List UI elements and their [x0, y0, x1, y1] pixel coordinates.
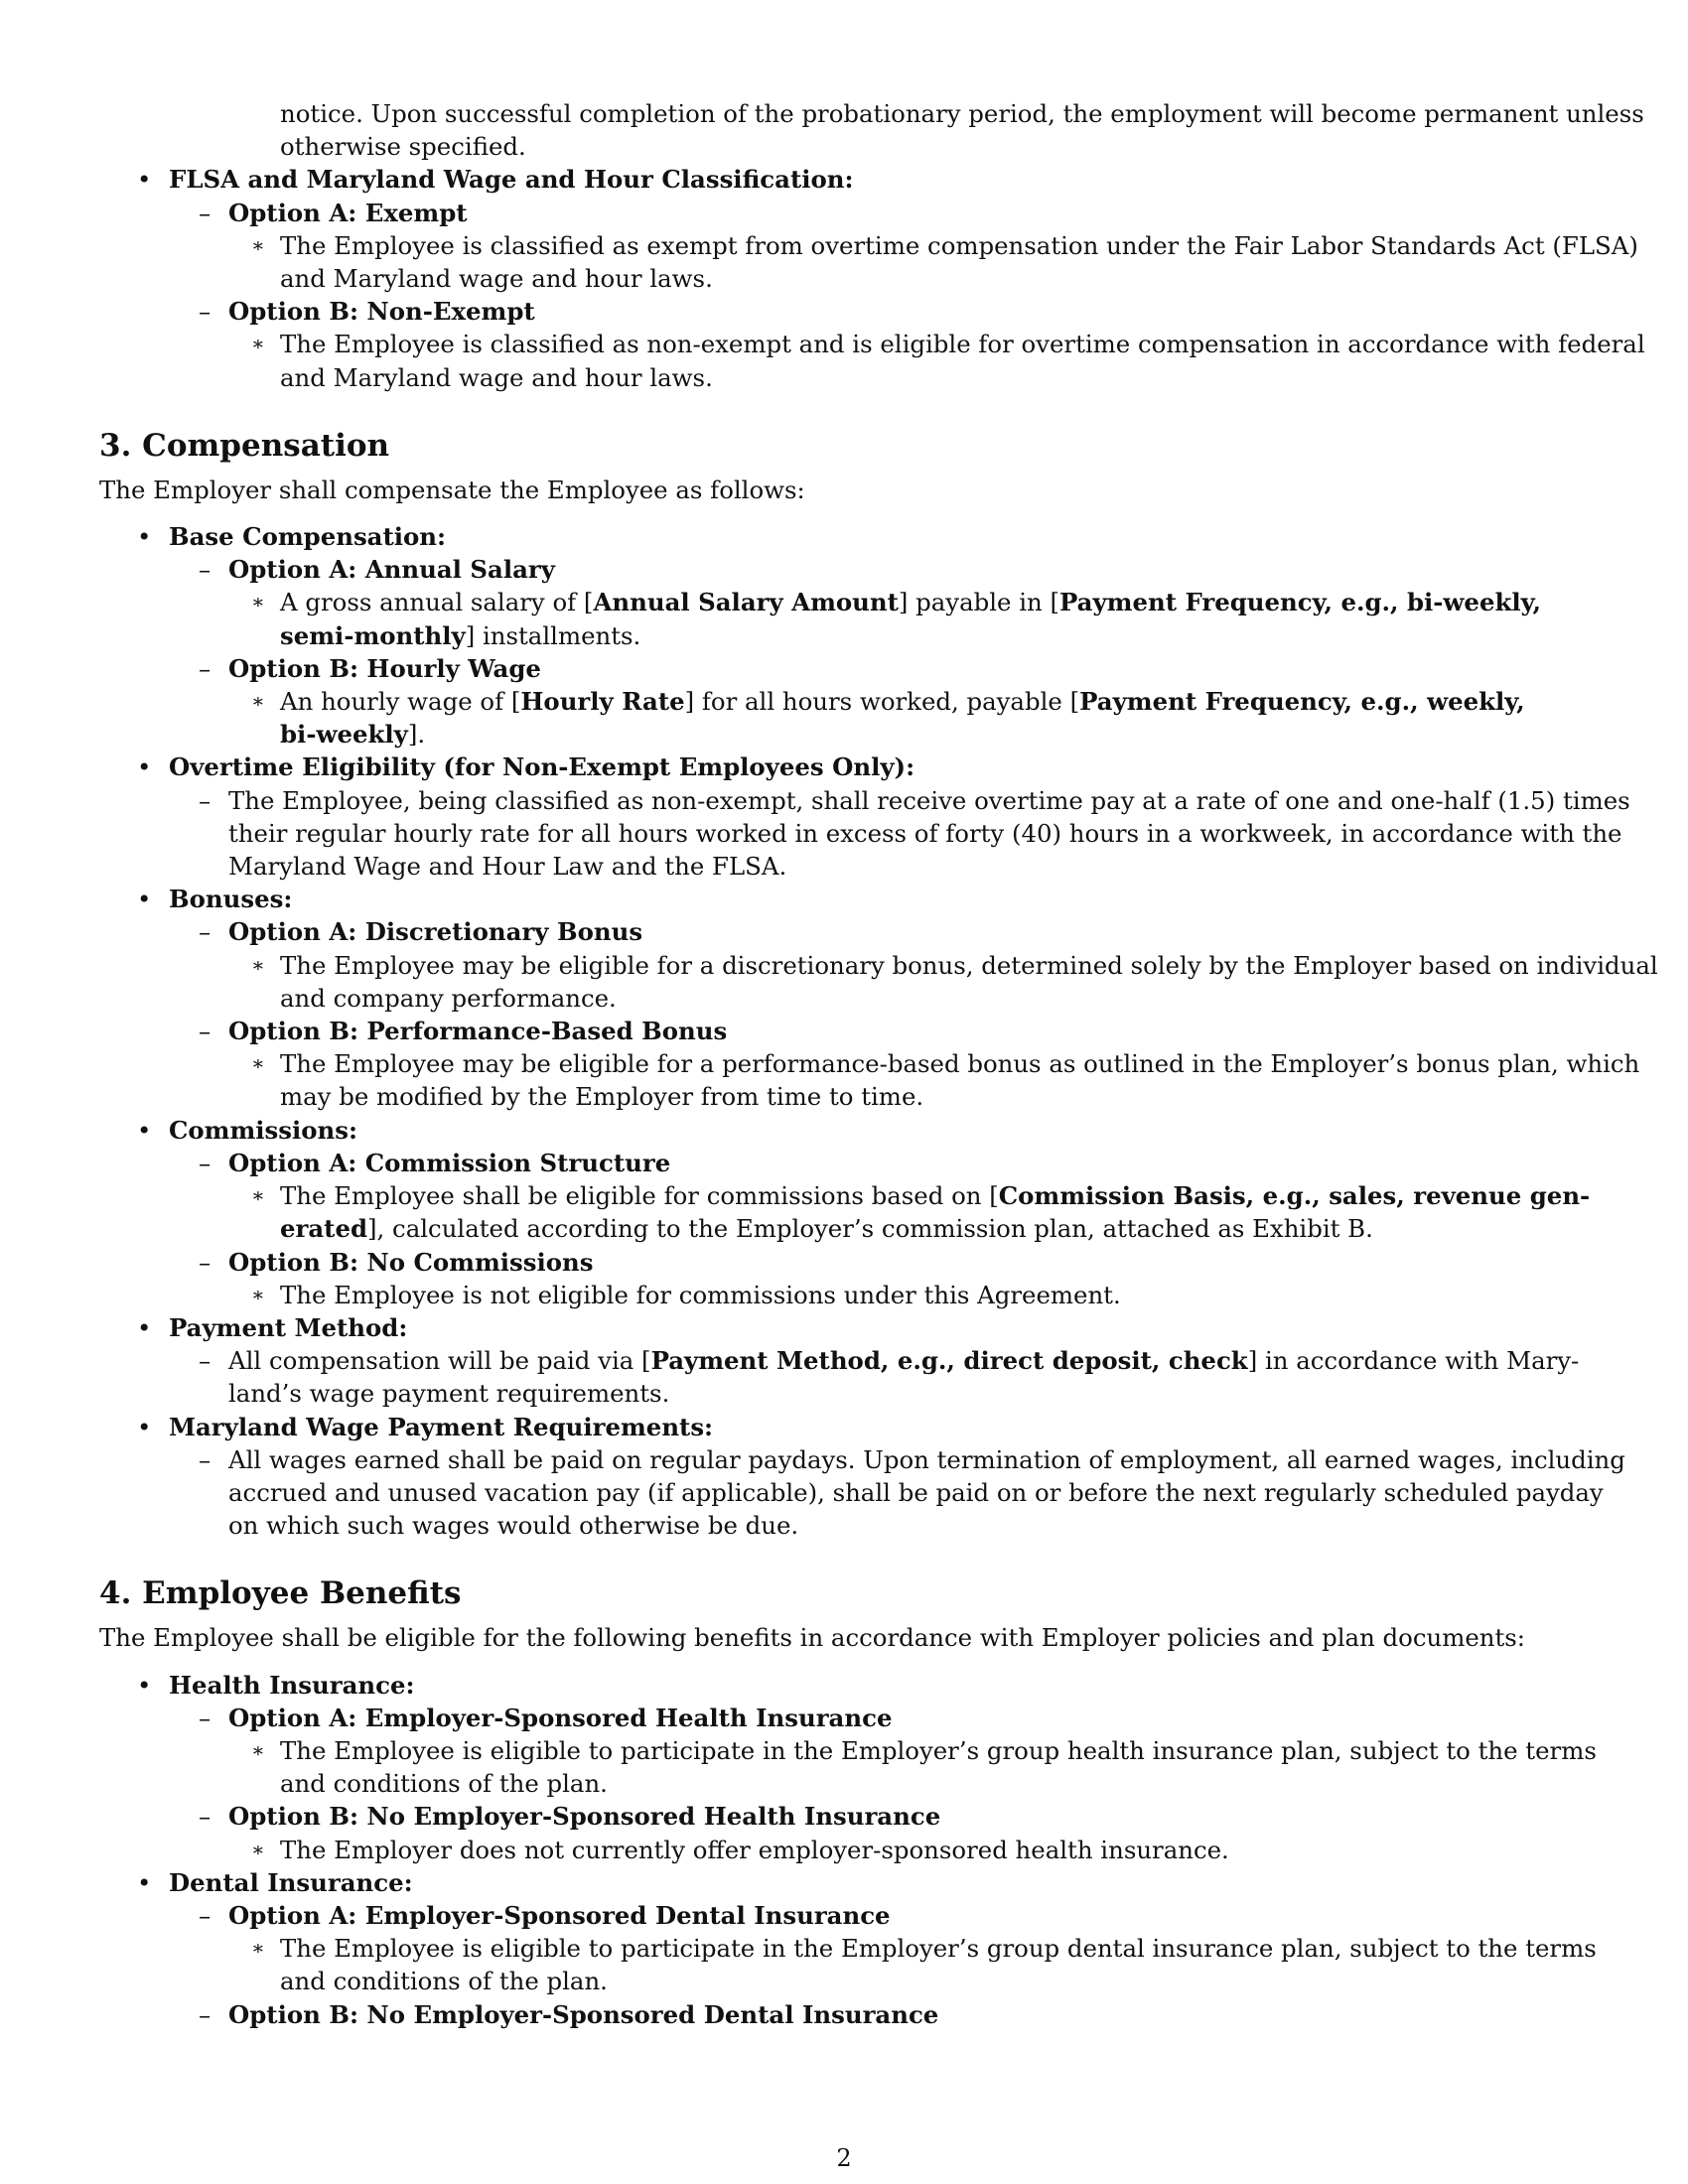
- asterisk-icon: ∗: [251, 1837, 265, 1861]
- list-item: – Option A: Employer-Sponsored Dental Insurance: [99, 1899, 1589, 1932]
- dash-icon: –: [199, 1900, 211, 1930]
- dash-icon: –: [199, 917, 211, 947]
- list-item: • Dental Insurance:: [99, 1866, 1589, 1899]
- list-item-cont: on which such wages would otherwise be due.: [228, 1511, 799, 1541]
- list-item: ∗ The Employer does not currently offer employer-sponsored health insurance.: [99, 1834, 1589, 1866]
- list-item-cont: and Maryland wage and hour laws.: [280, 264, 713, 294]
- list-item-cont: erated], calculated according to the Employer’s commission plan, attached as Exhibit B.: [280, 1214, 1373, 1244]
- list-item-cont: and company performance.: [280, 983, 617, 1013]
- list-item-cont: Maryland Wage and Hour Law and the FLSA.: [228, 852, 787, 882]
- dash-icon: –: [199, 1703, 211, 1732]
- intro-line: notice. Upon successful completion of the probationary period, the employment will become permanent unless: [280, 99, 1644, 128]
- list-item-cont: their regular hourly rate for all hours worked in excess of forty (40) hours in a workweek, in accordance with the: [228, 818, 1622, 848]
- section-heading: 3. Compensation: [99, 427, 390, 464]
- dash-icon: –: [199, 1802, 211, 1832]
- list-item-cont: may be modified by the Employer from time to time.: [280, 1082, 924, 1112]
- list-item: • Bonuses:: [99, 883, 1589, 915]
- list-item-cont: land’s wage payment requirements.: [228, 1379, 670, 1409]
- asterisk-icon: ∗: [251, 689, 265, 714]
- list-item-cont: accrued and unused vacation pay (if applicable), shall be paid on or before the next regularly scheduled payday: [228, 1477, 1604, 1507]
- list-item: ∗ An hourly wage of [Hourly Rate] for all hours worked, payable [Payment Frequency, e.g., weekly,: [99, 685, 1589, 718]
- list-item: – Option B: No Employer-Sponsored Health Insurance: [99, 1800, 1589, 1833]
- list-item: • FLSA and Maryland Wage and Hour Classification:: [99, 163, 1589, 196]
- list-item: – Option B: Hourly Wage: [99, 652, 1589, 685]
- list-item: ∗ The Employee may be eligible for a performance-based bonus as outlined in the Employer’s bonus plan, which: [99, 1047, 1589, 1080]
- dash-icon: –: [199, 785, 211, 815]
- bullet-icon: •: [137, 1312, 152, 1342]
- list-item: ∗ The Employee is eligible to participate in the Employer’s group health insurance plan, subject to the terms: [99, 1734, 1589, 1767]
- list-item: • Maryland Wage Payment Requirements:: [99, 1411, 1589, 1443]
- bullet-icon: •: [137, 1115, 152, 1145]
- list-item: ∗ The Employee is classified as non-exempt and is eligible for overtime compensation in accordance with federal: [99, 328, 1589, 360]
- list-item: ∗ The Employee is eligible to participate in the Employer’s group dental insurance plan, subject to the terms: [99, 1932, 1589, 1965]
- page-number: 2: [836, 2144, 852, 2172]
- list-item: – The Employee, being classified as non-exempt, shall receive overtime pay at a rate of one and one-half (1.5) times: [99, 784, 1589, 817]
- bullet-icon: •: [137, 885, 152, 914]
- section-intro: The Employee shall be eligible for the following benefits in accordance with Employer policies and plan documents:: [99, 1623, 1526, 1653]
- list-item-cont: and conditions of the plan.: [280, 1769, 608, 1799]
- list-item-cont: and Maryland wage and hour laws.: [280, 362, 713, 392]
- bullet-icon: •: [137, 1412, 152, 1441]
- list-item: ∗ The Employee is not eligible for commissions under this Agreement.: [99, 1279, 1589, 1311]
- asterisk-icon: ∗: [251, 1183, 265, 1208]
- list-item: ∗ The Employee may be eligible for a discretionary bonus, determined solely by the Employer based on individual: [99, 949, 1589, 982]
- list-item: • Overtime Eligibility (for Non-Exempt Employees Only):: [99, 751, 1589, 783]
- list-item: – Option B: Non-Exempt: [99, 295, 1589, 328]
- section-heading: 4. Employee Benefits: [99, 1575, 462, 1612]
- list-item: – Option B: Performance-Based Bonus: [99, 1015, 1589, 1047]
- asterisk-icon: ∗: [251, 1936, 265, 1961]
- list-item: – Option A: Exempt: [99, 197, 1589, 229]
- dash-icon: –: [199, 555, 211, 585]
- list-item: – Option A: Annual Salary: [99, 553, 1589, 586]
- list-item: • Health Insurance:: [99, 1669, 1589, 1702]
- bullet-icon: •: [137, 1670, 152, 1700]
- list-item-cont: and conditions of the plan.: [280, 1967, 608, 1996]
- dash-icon: –: [199, 1017, 211, 1046]
- asterisk-icon: ∗: [251, 1051, 265, 1076]
- list-item: ∗ The Employee shall be eligible for commissions based on [Commission Basis, e.g., sales, revenue gen-: [99, 1179, 1589, 1212]
- list-item: – Option B: No Commissions: [99, 1246, 1589, 1279]
- list-item: – All compensation will be paid via [Payment Method, e.g., direct deposit, check] in accordance with Mary-: [99, 1344, 1589, 1377]
- list-item-cont: bi-weekly].: [280, 720, 426, 750]
- dash-icon: –: [199, 1444, 211, 1474]
- list-item: – Option A: Discretionary Bonus: [99, 915, 1589, 948]
- list-item: • Base Compensation:: [99, 520, 1589, 553]
- list-item: – Option A: Employer-Sponsored Health Insurance: [99, 1702, 1589, 1734]
- list-item: – Option A: Commission Structure: [99, 1147, 1589, 1179]
- asterisk-icon: ∗: [251, 1282, 265, 1306]
- asterisk-icon: ∗: [251, 1737, 265, 1762]
- dash-icon: –: [199, 198, 211, 227]
- dash-icon: –: [199, 297, 211, 327]
- bullet-icon: •: [137, 522, 152, 552]
- asterisk-icon: ∗: [251, 332, 265, 356]
- dash-icon: –: [199, 1247, 211, 1277]
- dash-icon: –: [199, 1346, 211, 1376]
- asterisk-icon: ∗: [251, 952, 265, 977]
- intro-line: otherwise specified.: [280, 132, 526, 162]
- list-item-cont: semi-monthly] installments.: [280, 620, 641, 650]
- bullet-icon: •: [137, 1867, 152, 1897]
- document-page: [99, 97, 1658, 2031]
- bullet-icon: •: [137, 752, 152, 782]
- asterisk-icon: ∗: [251, 232, 265, 257]
- dash-icon: –: [199, 1148, 211, 1177]
- list-item: ∗ The Employee is classified as exempt from overtime compensation under the Fair Labor Standards Act (FLSA): [99, 229, 1589, 262]
- dash-icon: –: [199, 653, 211, 683]
- asterisk-icon: ∗: [251, 590, 265, 614]
- list-item: ∗ A gross annual salary of [Annual Salary Amount] payable in [Payment Frequency, e.g., bi-weekly,: [99, 586, 1589, 618]
- bullet-icon: •: [137, 165, 152, 195]
- section-intro: The Employer shall compensate the Employee as follows:: [99, 475, 805, 504]
- dash-icon: –: [199, 1999, 211, 2029]
- list-item: • Commissions:: [99, 1114, 1589, 1147]
- list-item: – All wages earned shall be paid on regular paydays. Upon termination of employment, all earned wages, including: [99, 1443, 1589, 1476]
- list-item: – Option B: No Employer-Sponsored Dental Insurance: [99, 1998, 1589, 2031]
- list-item: • Payment Method:: [99, 1311, 1589, 1344]
